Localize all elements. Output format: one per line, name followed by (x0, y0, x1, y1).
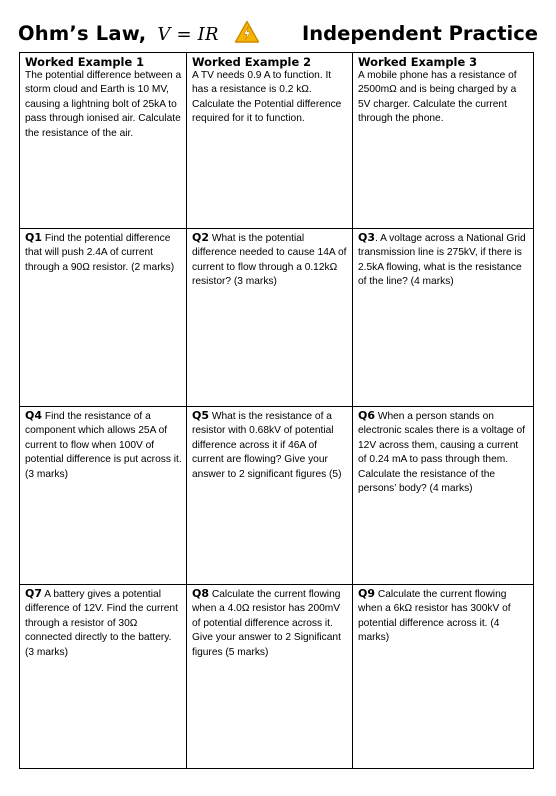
question-5 (187, 407, 353, 585)
question-text: . A voltage across a National Grid transmission line is 275kV, if there is 2.5kA flowing, what is the resistance of the line? (4 marks) (358, 233, 526, 288)
warning-lightning-icon (234, 20, 260, 44)
cell-label: Worked Example 2 (192, 55, 312, 69)
question-number: Q8 (192, 587, 210, 600)
question-number: Q1 (25, 231, 43, 244)
worked-example-3 (353, 53, 533, 229)
cell-label: Worked Example 1 (25, 55, 145, 69)
question-number: Q2 (192, 231, 210, 244)
title-text: Ohm’s Law, (18, 22, 147, 45)
page-title (18, 22, 219, 45)
question-text: What is the potential difference needed to cause 14A of current to flow through a 0.12kΩ resistor? (3 marks) (192, 233, 347, 288)
question-4 (20, 407, 187, 585)
page-header (18, 22, 538, 52)
worked-example-2 (187, 53, 353, 229)
cell-text: A TV needs 0.9 A to function. It has a resistance is 0.2 kΩ. Calculate the Potential difference required for it to function. (192, 70, 342, 125)
question-text: What is the resistance of a resistor with 0.68kV of potential difference across it if 46A of current are flowing? Give your answer to 2 significant figures (5) (192, 411, 342, 480)
practice-title: Independent Practice (302, 22, 538, 45)
question-number: Q3 (358, 231, 376, 244)
question-2 (187, 229, 353, 407)
question-number: Q4 (25, 409, 43, 422)
question-text: Find the resistance of a component which allows 25A of current to flow when 100V of potential difference is put across it. (3 marks) (25, 411, 182, 480)
question-text: Find the potential difference that will push 2.4A of current through a 90Ω resistor. (2 marks) (25, 233, 175, 273)
question-3 (353, 229, 533, 407)
question-number: Q7 (25, 587, 43, 600)
question-number: Q9 (358, 587, 376, 600)
question-text: A battery gives a potential difference of 12V. Find the current through a resistor of 30Ω connected directly to the battery. (3 marks) (25, 589, 178, 658)
cell-text: A mobile phone has a resistance of 2500mΩ and is being charged by a 5V charger. Calculate the current through the phone. (358, 70, 517, 125)
question-6 (353, 407, 533, 585)
question-number: Q5 (192, 409, 210, 422)
question-text: Calculate the current flowing when a 4.0Ω resistor has 200mV of potential difference across it. Give your answer to 2 Significant figures (5 marks) (192, 589, 341, 658)
question-text: Calculate the current flowing when a 6kΩ resistor has 300kV of potential difference across it. (4 marks) (358, 589, 511, 644)
ohms-law-formula: V = IR (157, 24, 219, 45)
worked-example-1 (20, 53, 187, 229)
question-9 (353, 585, 533, 768)
question-8 (187, 585, 353, 768)
cell-text: The potential difference between a storm cloud and Earth is 10 MV, causing a lightning bolt of 25kA to pass through ionised air. Calculate the resistance of the air. (25, 70, 182, 139)
cell-label: Worked Example 3 (358, 55, 478, 69)
question-number: Q6 (358, 409, 376, 422)
question-1 (20, 229, 187, 407)
question-grid (19, 52, 534, 769)
question-7 (20, 585, 187, 768)
question-text: When a person stands on electronic scales there is a voltage of 12V across them, causing a current of 0.24 mA to pass through them. Calculate the resistance of the persons’ body? (4 marks) (358, 411, 526, 495)
